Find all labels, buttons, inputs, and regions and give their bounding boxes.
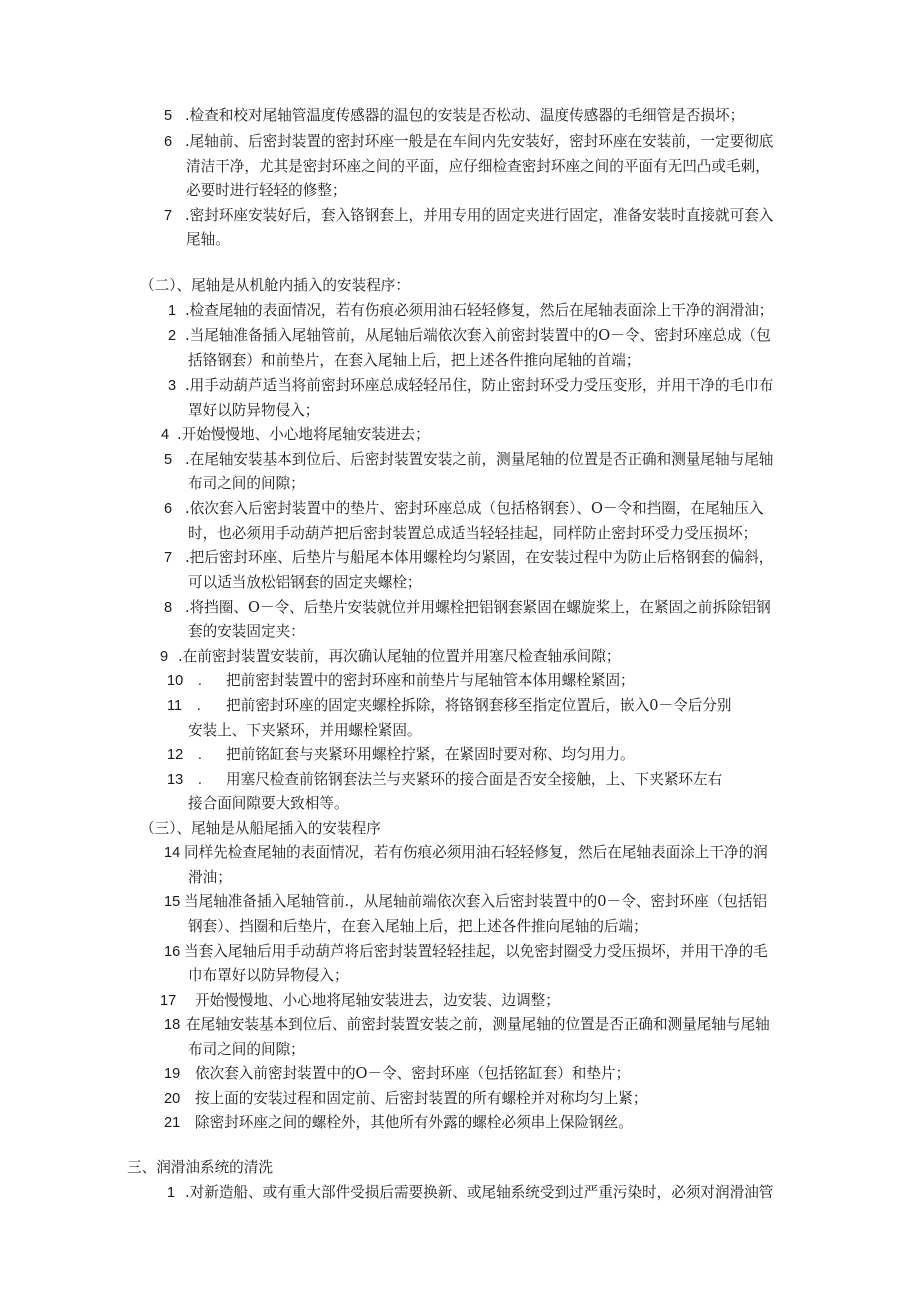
item-number: 13 . — [167, 772, 202, 788]
item-number: 18 — [164, 1017, 181, 1033]
item-number: 1 — [167, 1185, 176, 1201]
item-text: 布司之间的间隙； — [188, 475, 305, 492]
item-number: 19 — [164, 1066, 181, 1082]
item-text: .将挡圈、O－令、后垫片安装就位并用螺栓把铝钢套紧固在螺旋桨上，在紧固之前拆除铝钢 — [185, 599, 771, 616]
item-text: 把前铭缸套与夹紧环用螺栓拧紧，在紧固时要对称、均匀用力。 — [226, 746, 635, 763]
item-text: .用手动葫芦适当将前密封环座总成轻轻吊住，防止密封环受力受压变形，并用干净的毛巾布 — [185, 377, 774, 394]
item-text: 必要时进行轻轻的修整； — [186, 182, 347, 199]
item-text: .把后密封环座、后垫片与船尾本体用螺栓均匀紧固，在安装过程中为防止后格钢套的偏斜， — [185, 549, 774, 566]
item-text: 滑油； — [188, 869, 232, 886]
item-text: 把前密封装置中的密封环座和前垫片与尾轴管本体用螺栓紧固； — [226, 672, 635, 689]
item-number: 5 — [164, 452, 173, 468]
item-number: 20 — [164, 1091, 181, 1107]
item-text: .当尾轴准备插入尾轴管前，从尾轴后端依次套入前密封装置中的O－令、密封环座总成（包 — [185, 327, 771, 344]
item-number: 7 — [164, 550, 173, 566]
item-text: 钢套）、挡圈和后垫片，在套入尾轴上后，把上述各件推向尾轴的后端； — [188, 918, 648, 935]
item-text: .在尾轴安装基本到位后、后密封装置安装之前，测量尾轴的位置是否正确和测量尾轴与尾轴 — [185, 451, 774, 468]
item-number: 9 — [160, 649, 169, 665]
item-number: 5 — [164, 108, 173, 124]
item-text: 括铬钢套）和前垫片，在套入尾轴上后，把上述各件推向尾轴的首端； — [188, 352, 641, 369]
item-text: .依次套入后密封装置中的垫片、密封环座总成（包括格钢套）、O－令和挡圈，在尾轴压入 — [185, 500, 764, 517]
subsection-heading: （二）、尾轴是从机舱内插入的安装程序： — [140, 277, 410, 294]
item-number: 12 . — [167, 747, 202, 763]
item-text: 同样先检查尾轴的表面情况，若有伤痕必须用油石轻轻修复，然后在尾轴表面涂上干净的润 — [184, 844, 768, 861]
item-text: 罩好以防异物侵入； — [188, 402, 320, 419]
item-text: 用塞尺检查前铭钢套法兰与夹紧环的接合面是否安全接触，上、下夹紧环左右 — [226, 771, 723, 788]
item-text: .检查尾轴的表面情况，若有伤痕必须用油石轻轻修复，然后在尾轴表面涂上干净的润滑油； — [185, 302, 774, 319]
section-heading: 三、润滑油系统的清洗 — [127, 1159, 273, 1176]
item-number: 15 — [164, 894, 181, 910]
item-text: 巾布罩好以防异物侵入； — [188, 967, 349, 984]
item-number: 16 — [164, 944, 181, 960]
item-text: .密封环座安装好后，套入铬钢套上，并用专用的固定夹进行固定，准备安装时直接就可套入 — [185, 207, 774, 224]
item-text: 开始慢慢地、小心地将尾轴安装进去，边安装、边调整； — [195, 992, 560, 1009]
item-text: 套的安装固定夹： — [188, 623, 305, 640]
item-text: 接合面间隙要大致相等。 — [188, 795, 349, 812]
item-text: .开始慢慢地、小心地将尾轴安装进去； — [177, 426, 430, 443]
item-number: 6 — [164, 501, 173, 517]
item-text: 在尾轴安装基本到位后、前密封装置安装之前，测量尾轴的位置是否正确和测量尾轴与尾轴 — [186, 1016, 770, 1033]
item-number: 1 — [168, 303, 177, 319]
item-number: 3 — [168, 378, 177, 394]
subsection-heading: （三）、尾轴是从船尾插入的安装程序 — [140, 820, 381, 837]
item-text: 除密封环座之间的螺栓外，其他所有外露的螺栓必须串上保险钢丝。 — [195, 1114, 633, 1131]
item-text: 清洁干净，尤其是密封环座之间的平面，应仔细检查密封环座之间的平面有无凹凸或毛刺， — [186, 158, 770, 175]
item-number: 2 — [168, 328, 177, 344]
item-number: 10 . — [167, 673, 202, 689]
item-text: 把前密封环座的固定夹螺栓拆除，将铬钢套移至指定位置后，嵌入0－令后分别 — [226, 697, 732, 714]
item-number: 4 — [161, 427, 170, 443]
item-text: .在前密封装置安装前，再次确认尾轴的位置并用塞尺检查轴承间隙； — [178, 648, 621, 665]
item-text: 依次套入前密封装置中的O－令、密封环座（包括铭缸套）和垫片； — [195, 1065, 631, 1082]
item-text: .检查和校对尾轴管温度传感器的温包的安装是否松动、温度传感器的毛细管是否损坏； — [185, 107, 745, 124]
item-number: 6 — [164, 134, 173, 150]
item-number: 21 — [164, 1115, 181, 1131]
item-text: .对新造船、或有重大部件受损后需要换新、或尾轴系统受到过严重污染时，必须对润滑油管 — [185, 1184, 774, 1201]
item-number: 11 . — [167, 698, 201, 714]
item-text: 安装上、下夹紧环，并用螺栓紧固。 — [188, 722, 422, 739]
item-number: 8 — [164, 600, 173, 616]
item-number: 17 — [160, 993, 177, 1009]
item-text: .尾轴前、后密封装置的密封环座一般是在车间内先安装好，密封环座在安装前，一定要彻底 — [185, 133, 774, 150]
item-text: 可以适当放松铝钢套的固定夹螺栓； — [188, 574, 422, 591]
item-text: 布司之间的间隙； — [188, 1041, 305, 1058]
item-text: 当尾轴准备插入尾轴管前.，从尾轴前端依次套入后密封装置中的0－令、密封环座（包括铝 — [184, 893, 768, 910]
item-number: 7 — [164, 208, 173, 224]
item-text: 时，也必须用手动葫芦把后密封装置总成适当轻轻挂起，同样防止密封环受力受压损坏； — [188, 525, 758, 542]
item-text: 按上面的安装过程和固定前、后密封装置的所有螺栓并对称均匀上紧； — [195, 1090, 648, 1107]
item-text: 当套入尾轴后用手动葫芦将后密封装置轻轻挂起，以免密封圈受力受压损坏，并用干净的毛 — [184, 943, 768, 960]
item-text: 尾轴。 — [186, 231, 230, 248]
item-number: 14 — [164, 845, 181, 861]
